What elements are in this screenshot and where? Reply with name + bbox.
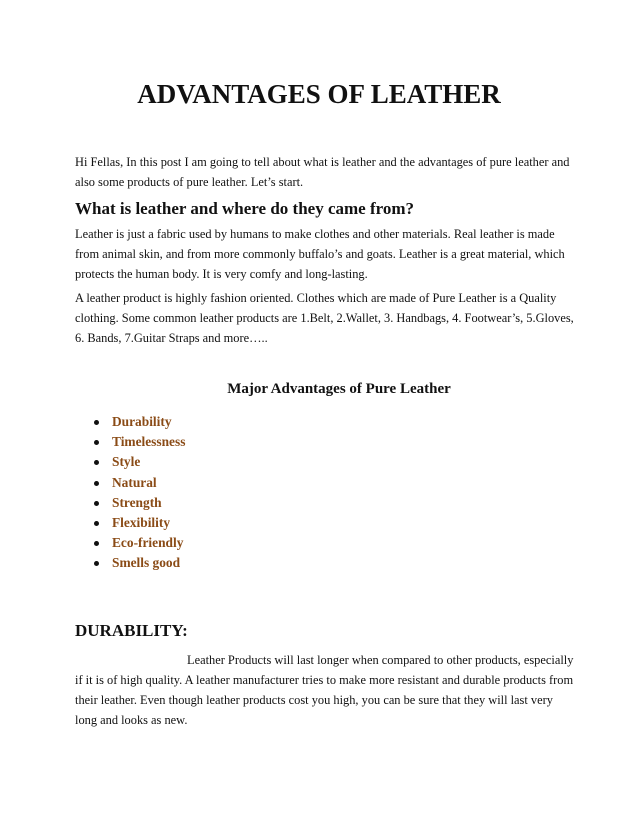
advantages-heading: Major Advantages of Pure Leather xyxy=(227,381,451,397)
list-item xyxy=(94,533,185,553)
advantage-label: Flexibility xyxy=(112,514,171,530)
durability-heading: DURABILITY: xyxy=(75,621,188,640)
advantage-label: Smells good xyxy=(112,555,181,571)
document-title: ADVANTAGES OF LEATHER xyxy=(137,79,501,109)
bullet-icon xyxy=(94,481,99,486)
bullet-icon xyxy=(94,541,99,546)
advantage-label: Natural xyxy=(112,474,157,490)
list-item xyxy=(94,493,185,513)
list-item xyxy=(94,513,185,533)
what-is-leather-paragraph: Leather is just a fabric used by humans to make clothes and other materials. Real leather is made from animal skin, and from more commonly buffalo’s and goats. Leather is a great material, which protects the human body. It is very comfy and long-lasting. xyxy=(75,227,565,281)
list-item xyxy=(94,412,185,432)
list-item xyxy=(94,553,185,573)
list-item xyxy=(94,452,185,472)
intro-paragraph: Hi Fellas, In this post I am going to tell about what is leather and the advantages of pure leather and also some products of pure leather. Let’s start. xyxy=(75,155,570,189)
list-item xyxy=(94,432,185,452)
advantage-label: Eco-friendly xyxy=(112,535,184,551)
list-item xyxy=(94,473,185,493)
advantage-label: Durability xyxy=(112,414,172,429)
bullet-icon xyxy=(94,521,99,526)
advantages-list xyxy=(94,412,185,574)
bullet-icon xyxy=(94,501,99,506)
advantage-label: Strength xyxy=(112,494,162,510)
section-heading-what-is-leather: What is leather and where do they came from? xyxy=(75,199,415,218)
durability-paragraph: Leather Products will last longer when compared to other products, especially if it is of high quality. A leather manufacturer tries to make more resistant and durable products from their leather. Even though leather products cost you high, you can be sure that they will last very long and looks as new. xyxy=(75,653,574,727)
bullet-icon xyxy=(94,460,99,465)
bullet-icon xyxy=(94,561,99,566)
leather-products-paragraph: A leather product is highly fashion oriented. Clothes which are made of Pure Leather is a Quality clothing. Some common leather products are 1.Belt, 2.Wallet, 3. Handbags, 4. Footwear’s, 5.Gloves, 6. Bands, 7.Guitar Straps and more….. xyxy=(75,291,574,345)
bullet-icon xyxy=(94,420,99,425)
advantage-label: Timelessness xyxy=(112,434,186,450)
bullet-icon xyxy=(94,440,99,445)
advantage-label: Style xyxy=(112,454,141,470)
